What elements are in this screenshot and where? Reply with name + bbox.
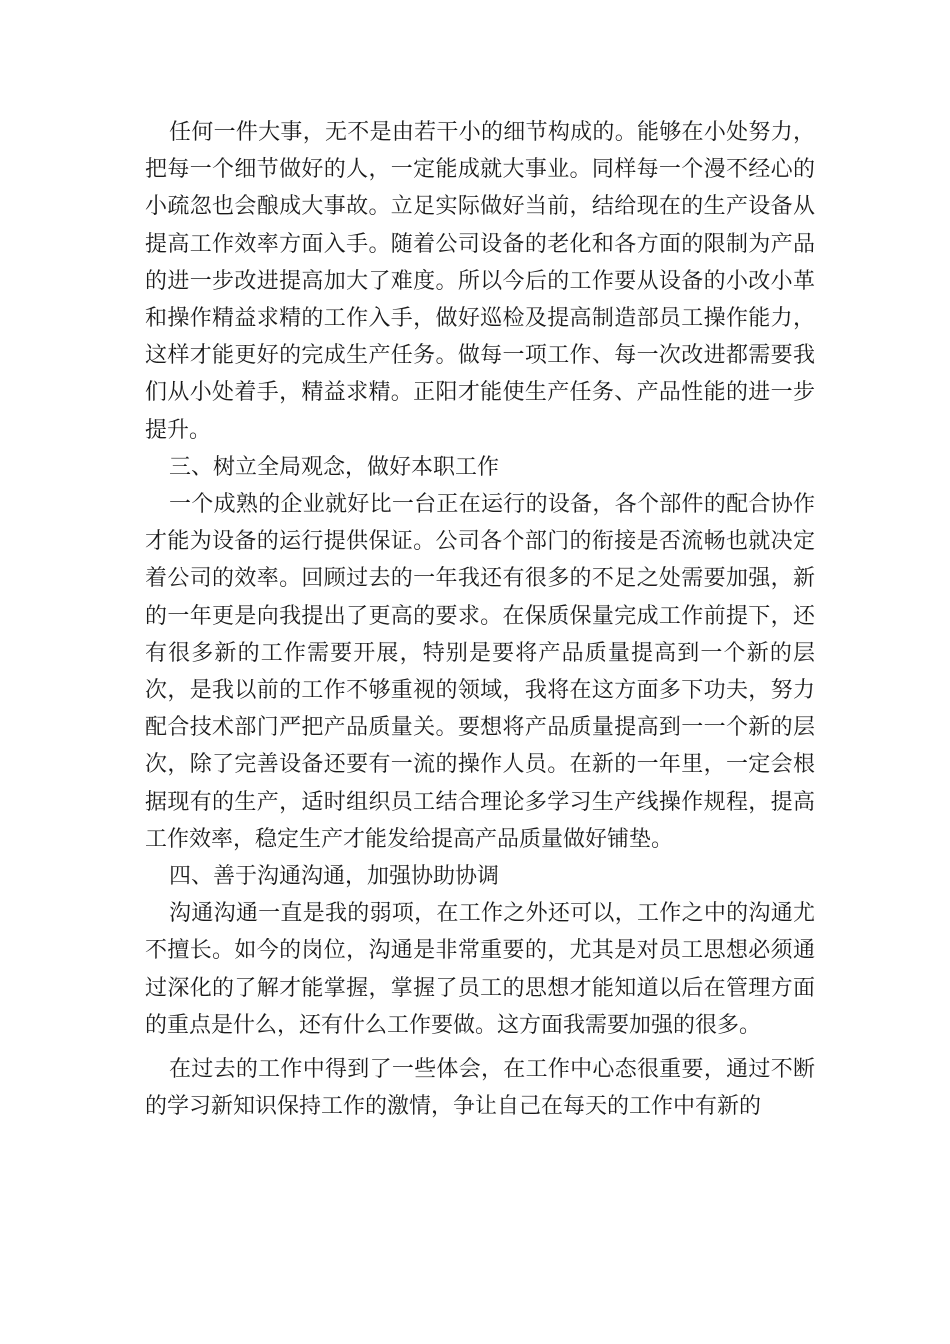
section-heading-four: 四、善于沟通沟通，加强协助协调 [169, 864, 500, 890]
document-body [145, 114, 815, 1125]
paragraph-details: 任何一件大事，无不是由若干小的细节构成的。能够在小处努力，把每一个细节做好的人，一定能成就大事业。同样每一个漫不经心的小疏忽也会酿成大事故。立足实际做好当前，结给现在的生产设备从提高工作效率方面入手。随着公司设备的老化和各方面的限制为产品的进一步改进提高加大了难度。所以今后的工作要从设备的小改小革和操作精益求精的工作入手，做好巡检及提高制造部员工操作能力，这样才能更好的完成生产任务。做每一项工作、每一次改进都需要我们从小处着手，精益求精。正阳才能使生产任务、产品性能的进一步提升。 [145, 120, 815, 443]
paragraph-communication: 沟通沟通一直是我的弱项，在工作之外还可以，工作之中的沟通尤不擅长。如今的岗位，沟通是非常重要的，尤其是对员工思想必须通过深化的了解才能掌握，掌握了员工的思想才能知道以后在管理方面的重点是什么，还有什么工作要做。这方面我需要加强的很多。 [145, 901, 815, 1038]
paragraph-experience: 在过去的工作中得到了一些体会，在工作中心态很重要，通过不断的学习新知识保持工作的激情，争让自己在每天的工作中有新的 [145, 1057, 815, 1120]
section-heading-three: 三、树立全局观念，做好本职工作 [169, 454, 500, 480]
paragraph-overall-view: 一个成熟的企业就好比一台正在运行的设备，各个部件的配合协作才能为设备的运行提供保证。公司各个部门的衔接是否流畅也就决定着公司的效率。回顾过去的一年我还有很多的不足之处需要加强，新的一年更是向我提出了更高的要求。在保质保量完成工作前提下，还有很多新的工作需要开展，特别是要将产品质量提高到一个新的层次，是我以前的工作不够重视的领域，我将在这方面多下功夫，努力配合技术部门严把产品质量关。要想将产品质量提高到一一个新的层次，除了完善设备还要有一流的操作人员。在新的一年里，一定会根据现有的生产，适时组织员工结合理论多学习生产线操作规程，提高工作效率，稳定生产才能发给提高产品质量做好铺垫。 [145, 492, 815, 852]
